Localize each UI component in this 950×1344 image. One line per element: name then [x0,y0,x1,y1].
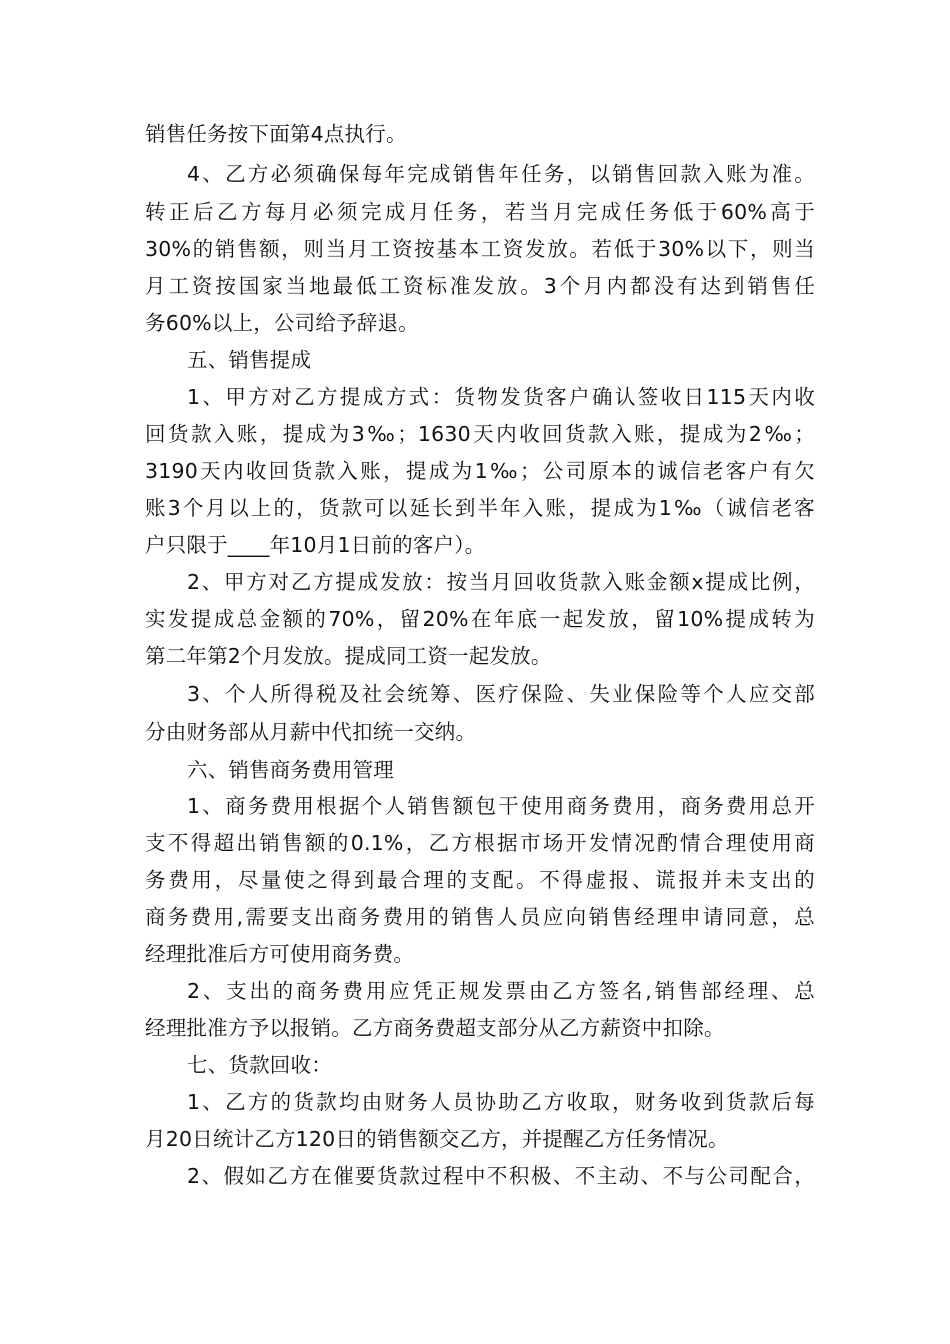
text-line: 4、乙方必须确保每年完成销售年任务，以销售回款入账为准。 [187,162,815,186]
text-line: 务费用，尽量使之得到最合理的支配。不得虚报、谎报并未支出的 [145,868,815,892]
text-line: 商务费用,需要支出商务费用的销售人员应向销售经理申请同意，总 [145,905,815,929]
text-line: 1、商务费用根据个人销售额包干使用商务费用，商务费用总开 [187,794,815,818]
text-line: 回货款入账，提成为3‰；1630天内收回货款入账，提成为2‰； [145,422,815,446]
text-line: 月工资按国家当地最低工资标准发放。3个月内都没有达到销售任 [145,274,815,298]
text-line: 实发提成总金额的70%，留20%在年底一起发放，留10%提成转为 [145,607,815,631]
text-line: 销售任务按下面第4点执行。 [145,122,407,146]
text-line: 分由财务部从月薪中代扣统一交纳。 [145,720,477,744]
text-line: 1、甲方对乙方提成方式：货物发货客户确认签收日115天内收 [187,385,815,409]
section-heading: 六、销售商务费用管理 [187,758,394,782]
text-line: 2、支出的商务费用应凭正规发票由乙方签名,销售部经理、总 [187,979,815,1003]
text-line: 30%的销售额，则当月工资按基本工资发放。若低于30%以下，则当 [145,237,815,261]
text-line: 第二年第2个月发放。提成同工资一起发放。 [145,644,552,668]
text-line: 经理批准方予以报销。乙方商务费超支部分从乙方薪资中扣除。 [145,1016,725,1040]
text-line: 3190天内收回货款入账，提成为1‰；公司原本的诚信老客户有欠 [145,459,815,483]
text-line: 转正后乙方每月必须完成月任务，若当月完成任务低于60%高于 [145,200,815,224]
text-line: 3、个人所得税及社会统筹、医疗保险、失业保险等个人应交部 [187,682,815,706]
text-line: 支不得超出销售额的0.1%，乙方根据市场开发情况酌情合理使用商 [145,831,815,855]
text-line: 月20日统计乙方120日的销售额交乙方，并提醒乙方任务情况。 [145,1127,729,1151]
section-heading: 五、销售提成 [187,348,312,372]
text-line: 1、乙方的货款均由财务人员协助乙方收取，财务收到货款后每 [187,1090,815,1114]
text-line: 经理批准后方可使用商务费。 [145,942,415,966]
section-heading: 七、货款回收： [187,1053,332,1077]
text-line: 账3个月以上的，货款可以延长到半年入账，提成为1‰（诚信老客 [145,496,815,520]
text-line: 2、甲方对乙方提成发放：按当月回收货款入账金额x提成比例， [187,570,815,594]
text-line: 户只限于____年10月1日前的客户）。 [145,533,486,557]
text-line: 务60%以上，公司给予辞退。 [145,311,419,335]
text-line: 2、假如乙方在催要货款过程中不积极、不主动、不与公司配合， [187,1164,815,1188]
